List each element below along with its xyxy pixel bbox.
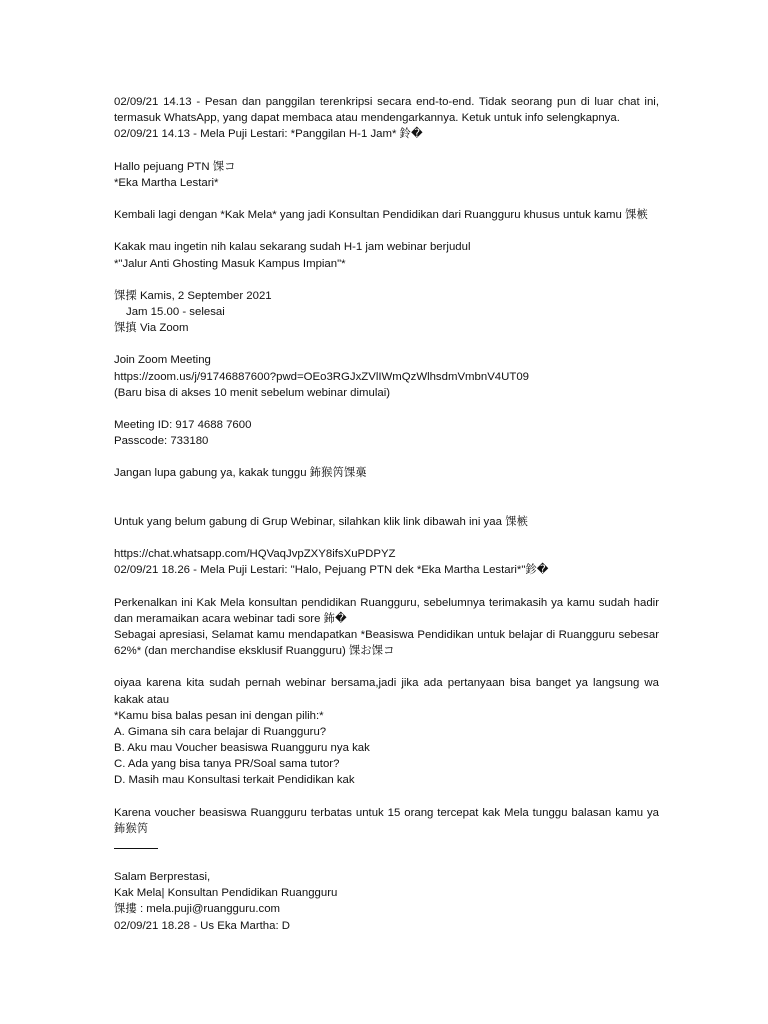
text-line: 02/09/21 14.13 - Mela Puji Lestari: *Panggilan H-1 Jam* 鈴� — [114, 128, 423, 140]
text-line: Karena voucher beasiswa Ruangguru terbatas untuk 15 orang tercepat kak Mela tunggu balasan kamu ya — [114, 807, 659, 819]
blank-line — [114, 788, 659, 804]
text-line: https://zoom.us/j/91746887600?pwd=OEo3RGJxZVlIWmQzWlhsdmVmbnV4UT09 — [114, 371, 529, 383]
text-line: Jam 15.00 - selesai — [126, 306, 225, 318]
blank-line — [114, 530, 659, 546]
blank-line — [114, 272, 659, 288]
text-line: 02/09/21 18.26 - Mela Puji Lestari: "Halo, Pejuang PTN dek *Eka Martha Lestari*"鉁� — [114, 564, 549, 576]
text-line: Perkenalkan ini Kak Mela konsultan pendidikan Ruangguru, sebelumnya terimakasih ya kamu sudah hadir — [114, 597, 659, 609]
text-line: 02/09/21 14.13 - Pesan dan panggilan terenkripsi secara end-to-end. Tidak seorang pun di luar chat ini, — [114, 96, 659, 108]
text-line: Kembali lagi dengan *Kak Mela* yang jadi Konsultan Pendidikan dari Ruangguru khusus untuk kamu 馃槉 — [114, 209, 648, 221]
text-line: Join Zoom Meeting — [114, 354, 211, 366]
blank-line — [114, 482, 659, 498]
text-line: termasuk WhatsApp, yang dapat membaca atau mendengarkannya. Ketuk untuk info selengkapnya. — [114, 112, 620, 124]
blank-line — [114, 223, 659, 239]
blank-line — [114, 191, 659, 207]
text-line: Kakak mau ingetin nih kalau sekarang sudah H-1 jam webinar berjudul — [114, 241, 471, 253]
blank-line — [114, 401, 659, 417]
blank-line — [114, 837, 659, 853]
text-line: 62%* (dan merchandise eksklusif Ruangguru) 馃お馃コ — [114, 645, 395, 657]
signature-separator — [114, 848, 158, 849]
text-line: *Kamu bisa balas pesan ini dengan pilih:* — [114, 710, 324, 722]
text-line: 馃摟 : mela.puji@ruangguru.com — [114, 903, 281, 915]
blank-line — [114, 498, 659, 514]
blank-line — [114, 336, 659, 352]
text-line: B. Aku mau Voucher beasiswa Ruangguru nya kak — [114, 742, 370, 754]
text-line: 馃搷 Via Zoom — [114, 322, 189, 334]
text-line: Hallo pejuang PTN 馃コ — [114, 161, 236, 173]
blank-line — [114, 142, 659, 158]
text-line: 鈽猴笍 — [114, 823, 149, 835]
text-line: Jangan lupa gabung ya, kakak tunggu 鈽猴笍馃槀 — [114, 467, 367, 479]
text-line: 02/09/21 18.28 - Us Eka Martha: D — [114, 920, 291, 932]
text-line: Passcode: 733180 — [114, 435, 209, 447]
text-line: dan meramaikan acara webinar tadi sore 鈽� — [114, 613, 347, 625]
text-line: Kak Mela| Konsultan Pendidikan Ruangguru — [114, 887, 338, 899]
text-line: Salam Berprestasi, — [114, 871, 211, 883]
blank-line — [114, 579, 659, 595]
text-line: kakak atau — [114, 694, 170, 706]
text-line: Sebagai apresiasi, Selamat kamu mendapatkan *Beasiswa Pendidikan untuk belajar di Ruangguru sebesar — [114, 629, 659, 641]
text-line: Meeting ID: 917 4688 7600 — [114, 419, 252, 431]
text-line: (Baru bisa di akses 10 menit sebelum webinar dimulai) — [114, 387, 391, 399]
text-line: *Eka Martha Lestari* — [114, 177, 219, 189]
text-line: 馃搮 Kamis, 2 September 2021 — [114, 290, 272, 302]
text-line: D. Masih mau Konsultasi terkait Pendidikan kak — [114, 774, 355, 786]
text-line: oiyaa karena kita sudah pernah webinar bersama,jadi jika ada pertanyaan bisa banget ya langsung wa — [114, 677, 659, 689]
blank-line — [114, 853, 659, 869]
text-line: Untuk yang belum gabung di Grup Webinar, silahkan klik link dibawah ini yaa 馃槉 — [114, 516, 528, 528]
text-line: https://chat.whatsapp.com/HQVaqJvpZXY8ifsXuPDPYZ — [114, 548, 396, 560]
blank-line — [114, 449, 659, 465]
blank-line — [114, 659, 659, 675]
text-line: A. Gimana sih cara belajar di Ruangguru? — [114, 726, 327, 738]
text-line: *"Jalur Anti Ghosting Masuk Kampus Impian"* — [114, 258, 346, 270]
text-line: C. Ada yang bisa tanya PR/Soal sama tutor? — [114, 758, 340, 770]
